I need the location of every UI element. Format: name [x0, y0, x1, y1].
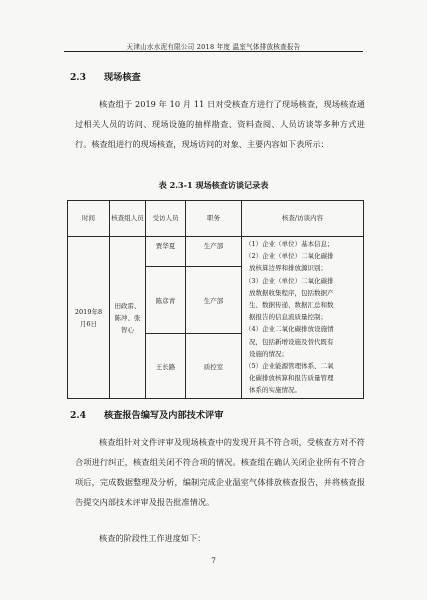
section-2-4-paragraph: 核查组针对文件评审及现场核查中的发现开具不符合项，受核查方对不符合项进行纠正，核查组关闭不符合项的情况。核查组在确认关闭企业所有不符合项后，完成数据整理及分析，编制完成企业温室气体排放核查报告，并将核查报告提交内部技术评审及报告批准情况。 — [75, 437, 365, 507]
content-line: 放数据收集程序，包括数据产 — [249, 288, 334, 297]
header-team: 核查组人员 — [110, 201, 146, 237]
section-heading: 核查报告编写及内部技术评审 — [104, 410, 224, 421]
content-line: 设施的情况； — [249, 349, 288, 358]
section-2-4-paragraph-2: 核查的阶段性工作进度如下： — [99, 533, 206, 543]
content-line: （2）企业（单位）二氧化碳排 — [245, 252, 334, 261]
section-number: 2.4 — [70, 410, 86, 421]
content-line: 况，包括新增设施及替代既有 — [249, 337, 334, 346]
content-line: （4）企业二氧化碳排放设施情 — [245, 325, 334, 334]
position-cell: 质控室 — [186, 334, 242, 399]
position-cell: 生产部 — [186, 267, 242, 334]
content-line: 放核算边界和排放源识别； — [249, 264, 327, 273]
table-caption: 表 2.3-1 现场核查访谈记录表 — [158, 180, 269, 190]
content-cell — [242, 237, 364, 399]
content-line: （5）企业能源管理体系、二氧 — [245, 362, 334, 371]
content-line: （3）企业（单位）二氧化碳排 — [245, 276, 334, 285]
content-line: 据报告的信息流质量控制； — [249, 313, 327, 322]
page-number: 7 — [211, 556, 216, 565]
section-number: 2.3 — [70, 72, 86, 83]
page-header: 天津山水水泥有限公司 2018 年度 温室气体排放核查报告 — [126, 43, 301, 51]
interviewee-cell: 陈彦青 — [146, 267, 186, 334]
content-line: 体系的实施情况。 — [249, 386, 301, 395]
content-line: 化碳排放核算和报告质量管理 — [249, 374, 334, 383]
content-line: （1）企业（单位）基本信息； — [245, 240, 334, 248]
time-cell: 2019年8月6日 — [68, 237, 110, 399]
section-2-4-title — [70, 407, 223, 421]
header-position: 职务 — [186, 201, 242, 237]
interview-table — [67, 200, 364, 399]
section-heading: 现场核查 — [104, 72, 141, 83]
header-content: 核查/访谈内容 — [242, 201, 364, 237]
position-cell: 生产部 — [186, 237, 242, 267]
section-2-3-paragraph: 核查组于 2019 年 10 月 11 日对受核查方进行了现场核查，现场核查通过相关人员的访问、现场设施的抽样勘查、资料查阅、人员访谈等多种方式进行。核查组进行的现场核查，现场访问的对象、主要内容如下表所示： — [75, 99, 365, 149]
interviewee-cell: 贾华夏 — [146, 237, 186, 267]
header-rule — [64, 51, 363, 52]
interviewee-cell: 王长路 — [146, 334, 186, 399]
section-2-3-title — [70, 69, 141, 83]
content-line: 生、数据传递、数据汇总和数 — [249, 301, 334, 310]
header-time: 时间 — [68, 201, 110, 237]
header-interviewee: 受访人员 — [146, 201, 186, 237]
team-cell: 田政雷、陈冲、张智心 — [110, 237, 146, 399]
